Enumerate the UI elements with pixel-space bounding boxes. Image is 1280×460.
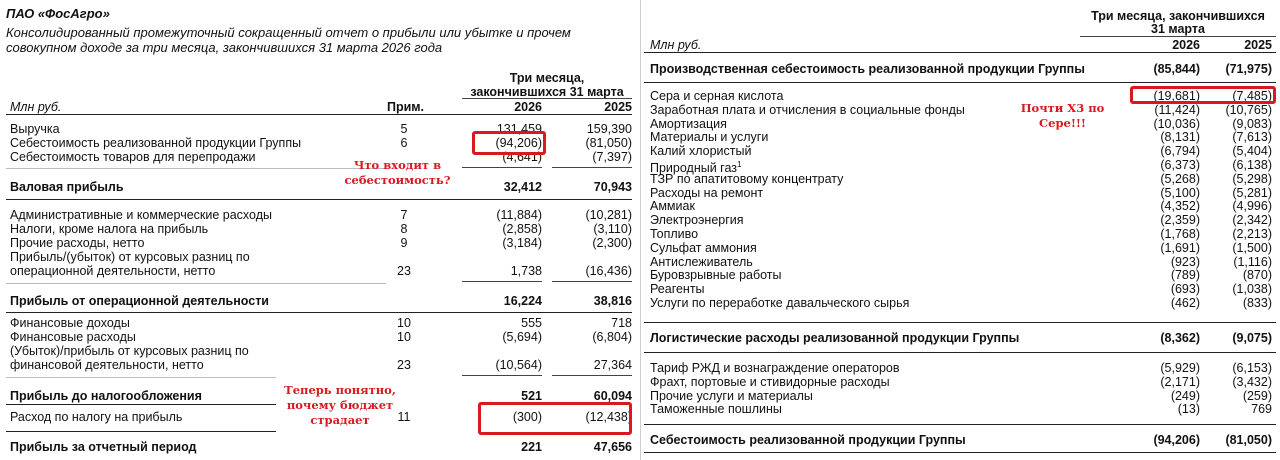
value-2025: 38,816 xyxy=(593,294,632,308)
row-label: Финансовые расходы xyxy=(10,330,136,344)
highlight-box-cost xyxy=(472,131,546,155)
value-2025: 718 xyxy=(611,316,632,330)
value-2026: (6,794) xyxy=(1160,144,1200,159)
value-2025: (71,975) xyxy=(1225,62,1272,76)
value-2026: (923) xyxy=(1170,254,1200,269)
report-subtitle-line1: Консолидированный промежуточный сокращенный отчет о прибыли или убытке и прочем xyxy=(6,25,571,40)
row-label: Природный газ$^1$ xyxy=(650,160,742,176)
row-label: Фрахт, портовые и стивидорные расходы xyxy=(650,374,890,389)
page-divider xyxy=(640,0,641,460)
value-2025: 27,364 xyxy=(593,358,632,372)
value-2025: (16,436) xyxy=(585,264,632,278)
value-2026: 131,459 xyxy=(496,122,542,136)
value-2025: (81,050) xyxy=(1225,433,1272,447)
period-header-line1: Три месяца, закончившихся xyxy=(1091,9,1265,23)
row-label: Административные и коммерческие расходы xyxy=(10,208,272,222)
row-label: Заработная плата и отчисления в социальные фонды xyxy=(650,102,965,117)
report-subtitle-line2: совокупном доходе за три месяца, закончившихся 31 марта 2026 года xyxy=(6,40,443,55)
value-2026: (2,171) xyxy=(1160,374,1200,389)
row-note: 7 xyxy=(400,208,408,222)
value-2025: (6,138) xyxy=(1232,158,1272,172)
row-label: Финансовые доходы xyxy=(10,316,130,330)
row-label: Сульфат аммония xyxy=(650,240,757,255)
year-2026-header: 2026 xyxy=(514,100,542,114)
period-header-line2: 31 марта xyxy=(1151,22,1205,36)
row-note: 10 xyxy=(397,316,411,330)
value-2025: (5,281) xyxy=(1232,185,1272,200)
value-2026: (11,424) xyxy=(1154,102,1200,117)
value-2026: 1,738 xyxy=(510,264,542,278)
value-2025: (9,083) xyxy=(1232,116,1272,131)
value-2026: 555 xyxy=(521,316,542,330)
value-2026: (462) xyxy=(1170,296,1200,310)
row-label-cont: финансовой деятельности, нетто xyxy=(10,358,204,372)
value-2025: (7,613) xyxy=(1232,130,1272,145)
period-header-line1: Три месяца, xyxy=(509,71,585,85)
row-label: Антислеживатель xyxy=(650,254,753,269)
row-label: Реагенты xyxy=(650,282,705,297)
value-2025: (259) xyxy=(1242,388,1272,403)
row-note: 9 xyxy=(400,236,408,250)
value-2025: (2,213) xyxy=(1232,227,1272,241)
row-label: Электроэнергия xyxy=(650,213,744,228)
value-2026: (6,373) xyxy=(1160,158,1200,172)
row-label: Производственная себестоимость реализованной продукции Группы xyxy=(650,62,1085,76)
highlight-box-sulfur xyxy=(1130,86,1276,104)
value-2025: (1,038) xyxy=(1232,282,1272,297)
value-2026: (5,929) xyxy=(1160,361,1200,375)
value-2026: (5,100) xyxy=(1160,185,1200,200)
row-label: Прочие расходы, нетто xyxy=(10,236,145,250)
value-2026: (11,884) xyxy=(496,208,542,222)
value-2026: (693) xyxy=(1170,282,1200,297)
value-2025: (7,485) xyxy=(1232,89,1272,103)
value-2025: 47,656 xyxy=(593,440,632,454)
value-2026: (5,694) xyxy=(502,330,542,344)
row-label: Услуги по переработке давальческого сырья xyxy=(650,296,910,310)
value-2025: (6,804) xyxy=(592,330,632,344)
year-2025-header: 2025 xyxy=(1244,38,1272,52)
row-note: 5 xyxy=(400,122,408,136)
value-2026: (789) xyxy=(1170,268,1200,283)
row-label-cont: операционной деятельности, нетто xyxy=(10,264,216,278)
row-label: Прибыль за отчетный период xyxy=(10,440,197,454)
value-2026: (2,359) xyxy=(1160,213,1200,228)
note-column-header: Прим. xyxy=(387,100,425,114)
company-name: ПАО «ФосАгро» xyxy=(6,6,110,21)
value-2025: (2,300) xyxy=(592,236,632,250)
value-2025: 769 xyxy=(1251,402,1272,417)
unit-label: Млн руб. xyxy=(10,100,62,114)
row-label: Налоги, кроме налога на прибыль xyxy=(10,222,209,236)
value-2026: (13) xyxy=(1177,402,1200,417)
value-2025: (4,996) xyxy=(1232,199,1272,214)
value-2025: (7,397) xyxy=(592,150,632,164)
value-2025: (10,765) xyxy=(1225,102,1272,117)
row-note: 23 xyxy=(397,264,411,278)
value-2025: 60,094 xyxy=(593,389,632,403)
row-label: Тариф РЖД и вознаграждение операторов xyxy=(650,361,900,375)
row-label: Валовая прибыль xyxy=(10,180,124,194)
value-2026: (4,641) xyxy=(502,150,542,164)
value-2026: (8,362) xyxy=(1160,331,1200,345)
annotation-budget: Теперь понятно, почему бюджет страдает xyxy=(284,383,396,427)
row-label: Себестоимость реализованной продукции Группы xyxy=(10,136,302,150)
value-2026: (94,206) xyxy=(495,136,542,150)
value-2026: 221 xyxy=(521,440,542,454)
value-2026: (4,352) xyxy=(1160,199,1200,214)
row-label: Логистические расходы реализованной продукции Группы xyxy=(650,331,1020,345)
value-2026: (5,268) xyxy=(1160,171,1200,186)
value-2025: (3,110) xyxy=(593,222,632,236)
row-label: Таможенные пошлины xyxy=(650,402,782,417)
year-2026-header: 2026 xyxy=(1172,38,1200,52)
value-2026: (249) xyxy=(1170,388,1200,403)
annotation-cost-question: Что входит в себестоимость? xyxy=(344,158,451,187)
value-2026: (1,691) xyxy=(1160,240,1200,255)
value-2025: (5,404) xyxy=(1232,144,1272,159)
value-2026: (10,036) xyxy=(1153,116,1200,131)
year-2025-header: 2025 xyxy=(604,100,632,114)
value-2026: (8,131) xyxy=(1160,130,1200,145)
row-label: Аммиак xyxy=(650,199,695,214)
row-note: 11 xyxy=(397,410,411,424)
annotation-sulfur: Почти Х3 по Сере!!! xyxy=(1020,101,1105,130)
value-2025: (1,500) xyxy=(1232,240,1272,255)
value-2026: (1,768) xyxy=(1160,227,1200,241)
period-header-line2: закончившихся 31 марта xyxy=(470,85,624,99)
row-label: Сера и серная кислота xyxy=(650,89,784,103)
row-label: Себестоимость реализованной продукции Группы xyxy=(650,433,966,447)
row-label: Прибыль/(убыток) от курсовых разниц по xyxy=(10,250,250,264)
row-note: 23 xyxy=(397,358,411,372)
row-label: Прочие услуги и материалы xyxy=(650,388,813,403)
row-label: Выручка xyxy=(10,122,60,136)
unit-label: Млн руб. xyxy=(650,38,702,52)
value-2025: 159,390 xyxy=(586,122,632,136)
row-note: 10 xyxy=(397,330,411,344)
value-2025: (6,153) xyxy=(1232,361,1272,375)
row-label: Расход по налогу на прибыль xyxy=(10,410,183,424)
value-2025: (5,298) xyxy=(1232,171,1272,186)
highlight-box-tax xyxy=(478,402,632,435)
value-2025: (12,438) xyxy=(585,410,632,424)
row-label: Материалы и услуги xyxy=(650,130,769,145)
row-label: Амортизация xyxy=(650,116,727,131)
value-2026: (2,858) xyxy=(502,222,542,236)
value-2026: 521 xyxy=(521,389,542,403)
value-2026: (19,681) xyxy=(1153,89,1200,103)
value-2025: (833) xyxy=(1242,296,1272,310)
value-2025: (9,075) xyxy=(1232,331,1272,345)
value-2026: (10,564) xyxy=(495,358,542,372)
row-note: 6 xyxy=(400,136,408,150)
value-2026: 32,412 xyxy=(503,180,542,194)
value-2025: (2,342) xyxy=(1232,213,1272,228)
value-2025: (870) xyxy=(1242,268,1272,283)
footnote-marker: 1 xyxy=(737,160,742,169)
row-label: Буровзрывные работы xyxy=(650,268,782,283)
row-note: 8 xyxy=(400,222,408,236)
row-label: Прибыль от операционной деятельности xyxy=(10,294,269,308)
value-2025: 70,943 xyxy=(593,180,632,194)
value-2025: (3,432) xyxy=(1232,374,1272,389)
value-2026: (94,206) xyxy=(1153,433,1200,447)
value-2025: (10,281) xyxy=(585,208,632,222)
row-label: Топливо xyxy=(650,227,699,241)
row-label: Себестоимость товаров для перепродажи xyxy=(10,150,256,164)
value-2026: (3,184) xyxy=(502,236,542,250)
row-label: Прибыль до налогообложения xyxy=(10,389,202,403)
value-2026: (85,844) xyxy=(1153,62,1200,76)
row-label: Расходы на ремонт xyxy=(650,185,764,200)
row-label: (Убыток)/прибыль от курсовых разниц по xyxy=(10,344,249,358)
value-2026: 16,224 xyxy=(503,294,542,308)
row-label: ТЗР по апатитовому концентрату xyxy=(650,171,844,186)
row-label: Калий хлористый xyxy=(650,144,752,159)
value-2025: (81,050) xyxy=(585,136,632,150)
value-2025: (1,116) xyxy=(1233,254,1272,269)
value-2026: (300) xyxy=(512,410,542,424)
